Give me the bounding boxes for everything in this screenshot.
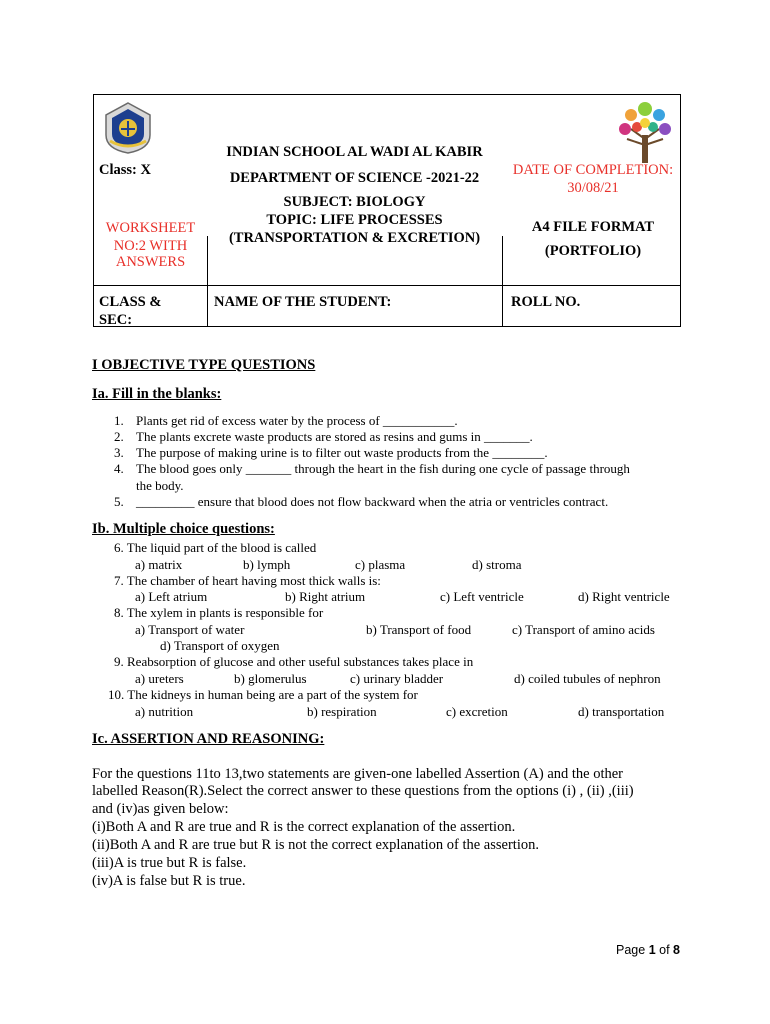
question-number: 1. [114, 413, 124, 428]
worksheet-line-3: ANSWERS [115, 254, 186, 270]
option: b) lymph [243, 557, 291, 572]
option: b) glomerulus [234, 671, 307, 686]
option: d) stroma [472, 557, 522, 572]
tree-logo [617, 99, 673, 165]
divider [502, 236, 503, 326]
topic-line-2: (TRANSPORTATION & EXCRETION) [228, 230, 481, 246]
divider [94, 285, 680, 286]
option: c) Left ventricle [440, 589, 524, 604]
page-of: of [659, 943, 670, 957]
date-value: 30/08/21 [567, 180, 619, 196]
question-text: 6. The liquid part of the blood is called [114, 540, 317, 555]
question-text: Plants get rid of excess water by the process of ___________. [136, 413, 458, 428]
option: d) Transport of oxygen [160, 638, 280, 653]
option: c) excretion [446, 704, 508, 719]
option: b) Transport of food [366, 622, 472, 637]
paragraph-line: (iii)A is true but R is false. [92, 855, 247, 871]
question-text: 9. Reabsorption of glucose and other useful substances takes place in [114, 654, 474, 669]
page-current: 1 [648, 943, 656, 957]
class-sec-line-2: SEC: [99, 312, 133, 328]
roll-no-label: ROLL NO. [511, 294, 581, 310]
divider [207, 236, 208, 326]
option: b) respiration [307, 704, 377, 719]
page-number [616, 943, 680, 957]
header-table [93, 94, 681, 327]
option: a) matrix [135, 557, 183, 572]
question-text: The purpose of making urine is to filter out waste products from the ________. [136, 445, 548, 460]
question-number: 4. [114, 461, 124, 476]
option: a) nutrition [135, 704, 194, 719]
option: c) urinary bladder [350, 671, 444, 686]
question-number: 3. [114, 445, 124, 460]
school-logo [102, 101, 154, 155]
assertion-title: Ic. ASSERTION AND REASONING: [92, 731, 325, 747]
class-sec-line-1: CLASS & [99, 294, 162, 310]
paragraph-line: labelled Reason(R).Select the correct answer to these questions from the options (i) , (ii) ,(iii) [92, 783, 634, 799]
subject: SUBJECT: BIOLOGY [283, 194, 426, 210]
question-text: 10. The kidneys in human being are a part of the system for [108, 687, 418, 702]
paragraph-line: (iv)A is false but R is true. [92, 873, 246, 889]
paragraph-line: and (iv)as given below: [92, 801, 229, 817]
question-number: 2. [114, 429, 124, 444]
option: a) Left atrium [135, 589, 208, 604]
question-text: 7. The chamber of heart having most thick walls is: [114, 573, 381, 588]
page-label: Page [616, 943, 646, 957]
question-text: the body. [136, 478, 184, 493]
date-label: DATE OF COMPLETION: [512, 162, 674, 178]
question-number: 5. [114, 494, 124, 509]
option: d) Right ventricle [578, 589, 670, 604]
paragraph-line: (ii)Both A and R are true but R is not the correct explanation of the assertion. [92, 837, 539, 853]
option: a) ureters [135, 671, 184, 686]
worksheet-line-2: NO:2 WITH [113, 238, 188, 254]
mcq-title: Ib. Multiple choice questions: [92, 521, 275, 537]
section-title: I OBJECTIVE TYPE QUESTIONS [92, 357, 316, 373]
format-line-1: A4 FILE FORMAT [531, 219, 655, 235]
paragraph-line: (i)Both A and R are true and R is the correct explanation of the assertion. [92, 819, 516, 835]
question-text: _________ ensure that blood does not flow backward when the atria or ventricles contract. [136, 494, 609, 509]
question-text: The plants excrete waste products are stored as resins and gums in _______. [136, 429, 533, 444]
question-text: The blood goes only _______ through the heart in the fish during one cycle of passage through [136, 461, 630, 476]
worksheet-line-1: WORKSHEET [105, 220, 196, 236]
option: b) Right atrium [285, 589, 366, 604]
department: DEPARTMENT OF SCIENCE -2021-22 [229, 170, 480, 186]
question-text: 8. The xylem in plants is responsible for [114, 605, 324, 620]
option: c) plasma [355, 557, 406, 572]
fill-blanks-title: Ia. Fill in the blanks: [92, 386, 222, 402]
paragraph-line: For the questions 11to 13,two statements are given-one labelled Assertion (A) and the other [92, 766, 624, 782]
format-line-2: (PORTFOLIO) [544, 243, 642, 259]
option: a) Transport of water [135, 622, 245, 637]
topic-line-1: TOPIC: LIFE PROCESSES [266, 212, 443, 228]
school-name: INDIAN SCHOOL AL WADI AL KABIR [226, 144, 483, 160]
class-label: Class: X [99, 162, 151, 178]
page-total: 8 [673, 943, 680, 957]
student-name-label: NAME OF THE STUDENT: [214, 294, 392, 310]
option: c) Transport of amino acids [512, 622, 655, 637]
option: d) transportation [578, 704, 665, 719]
option: d) coiled tubules of nephron [514, 671, 661, 686]
